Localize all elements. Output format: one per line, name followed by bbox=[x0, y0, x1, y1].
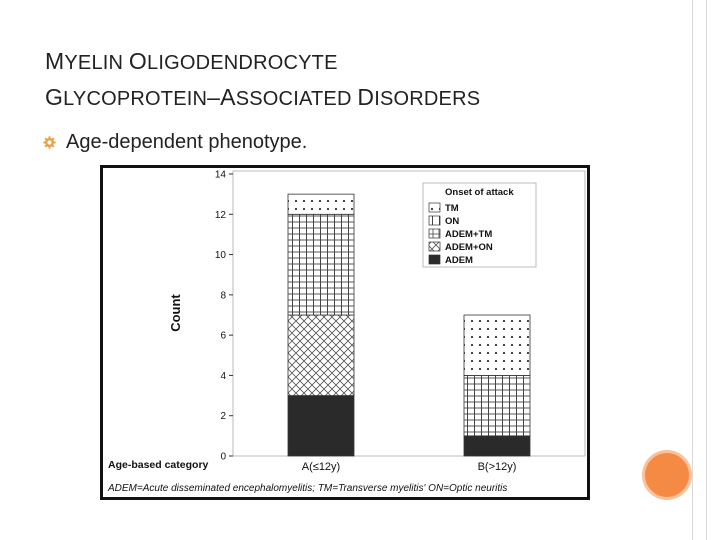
title-rest: LYCOPROTEIN bbox=[63, 88, 208, 110]
bar-segment bbox=[288, 315, 354, 396]
y-tick-label: 8 bbox=[220, 290, 226, 302]
frame-rule-left bbox=[692, 0, 693, 540]
legend-swatch bbox=[429, 242, 440, 251]
x-tick-label: B(>12y) bbox=[477, 461, 517, 473]
gear-icon bbox=[43, 136, 56, 149]
bar-segment-overlay bbox=[464, 375, 530, 435]
y-tick-label: 12 bbox=[214, 209, 226, 221]
legend-label: ADEM+TM bbox=[445, 229, 493, 240]
frame-rule-right bbox=[706, 0, 707, 540]
stacked-bar-chart bbox=[100, 165, 590, 500]
title-rest: YELIN bbox=[64, 52, 129, 74]
x-tick-label: A(≤12y) bbox=[301, 461, 341, 473]
bullet-text: Age-dependent phenotype. bbox=[66, 131, 308, 153]
x-axis-label: Age-based category bbox=[108, 459, 209, 471]
title-initial: G bbox=[45, 84, 64, 110]
bar-segment-overlay bbox=[288, 214, 354, 315]
y-tick-label: 10 bbox=[214, 250, 226, 262]
y-tick-label: 2 bbox=[220, 411, 226, 423]
bar-segment bbox=[288, 396, 354, 456]
title-initial: M bbox=[45, 48, 65, 74]
title-rest: ISORDERS bbox=[374, 88, 481, 110]
legend-swatch bbox=[429, 255, 440, 264]
title-initial: –A bbox=[207, 84, 236, 110]
legend-swatch bbox=[429, 216, 440, 225]
title-line-2 bbox=[45, 80, 480, 116]
legend-swatch bbox=[429, 229, 440, 238]
title-line-1 bbox=[45, 44, 480, 80]
legend-label: ADEM+ON bbox=[445, 242, 493, 253]
y-tick-label: 0 bbox=[220, 451, 226, 463]
legend-label: ON bbox=[445, 216, 460, 227]
decorative-circle bbox=[642, 450, 692, 500]
y-tick-label: 14 bbox=[214, 169, 226, 181]
legend-title: Onset of attack bbox=[445, 187, 514, 198]
legend-label: TM bbox=[445, 203, 459, 214]
bar-segment bbox=[288, 194, 354, 214]
bar-segment bbox=[464, 436, 530, 456]
legend-swatch bbox=[429, 203, 440, 212]
chart-footnote: ADEM=Acute disseminated encephalomyelitis; TM=Transverse myelitis' ON=Optic neuritis bbox=[108, 483, 508, 494]
legend-label: ADEM bbox=[445, 255, 473, 266]
bar-segment bbox=[464, 315, 530, 375]
slide-title bbox=[45, 44, 480, 116]
y-tick-label: 4 bbox=[220, 370, 226, 382]
y-tick-label: 6 bbox=[220, 330, 226, 342]
y-axis-label: Count bbox=[168, 294, 183, 332]
bullet-item bbox=[43, 131, 307, 154]
title-initial: O bbox=[128, 48, 148, 74]
title-rest: LIGODENDROCYTE bbox=[147, 52, 338, 74]
title-rest: SSOCIATED bbox=[235, 88, 358, 110]
title-initial: D bbox=[357, 84, 375, 110]
